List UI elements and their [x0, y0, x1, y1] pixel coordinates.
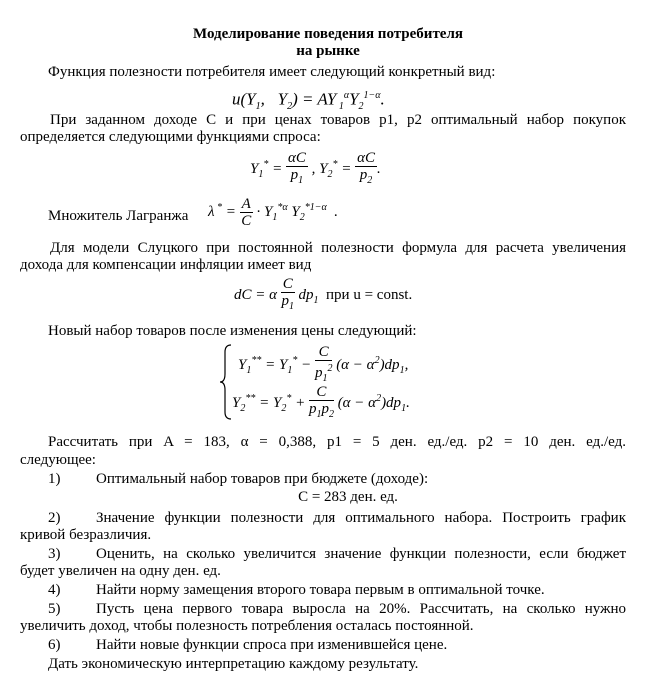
item-3-num: 3) — [48, 546, 61, 562]
item-6-num: 6) — [48, 637, 61, 653]
system-eq2: $Y_2^{**} = Y_2^*$ + $\frac{C}{p_1p_2}$ $(\alpha - \alpha^2)dp_1$. — [232, 384, 410, 420]
system-eq1: $Y_1^{**} = Y_1^*$ − $\frac{C}{p_1^2}$ $(\alpha - \alpha^2)dp_1$, — [238, 344, 409, 384]
item-2-num: 2) — [48, 510, 61, 526]
slutsky-formula: dC = α $\frac{C}{p_1}$ $dp_1$ при u = const. — [234, 276, 413, 312]
calc-tail: следующее: — [20, 452, 96, 468]
calc-params: Рассчитать при A = 183, α = 0,388, p1 = 5 ден. ед./ед. p2 = 10 ден. ед./ед. — [48, 434, 626, 450]
demand-formula: $Y_1^*$ = $\frac{\alpha C}{p_1}$ , $Y_2^*$ = $\frac{\alpha C}{p_2}$ . — [250, 150, 381, 186]
item-4-num: 4) — [48, 582, 61, 598]
lagrange-label: Множитель Лагранжа — [48, 208, 189, 224]
budget-value: C = 283 ден. ед. — [298, 489, 398, 505]
new-set-intro: Новый набор товаров после изменения цены следующий: — [48, 323, 417, 339]
slutsky-intro: Для модели Слуцкого при постоянной полезности формула для расчета увеличения дохода для компенсации инфляции имеет вид — [20, 240, 626, 273]
utility-formula: $u(Y_1$, $Y_2$) = AY $_1^\alpha Y_2^{1-\alpha}$. — [232, 89, 385, 113]
demand-intro: При заданном доходе C и при ценах товаров p1, p2 оптимальный набор покупок определяется следующими функциями спроса: — [20, 112, 626, 145]
utility-intro: Функция полезности потребителя имеет следующий конкретный вид: — [48, 64, 496, 80]
item-4-text: Найти норму замещения второго товара первым в оптимальной точке. — [96, 582, 545, 598]
page-title-line2: на рынке — [296, 43, 360, 59]
page-title-line1: Моделирование поведения потребителя — [192, 26, 463, 42]
item-2-text: Значение функции полезности для оптимального набора. Построить график кривой безразличия. — [20, 510, 626, 543]
item-3-text: Оценить, на сколько увеличится значение функции полезности, если бюджет будет увеличен на одну ден. ед. — [20, 546, 626, 579]
item-1-num: 1) — [48, 471, 61, 487]
item-5-num: 5) — [48, 601, 61, 617]
item-1-text: Оптимальный набор товаров при бюджете (доходе): — [96, 471, 429, 487]
system-brace — [219, 344, 233, 420]
item-6-text: Найти новые функции спроса при изменившейся цене. — [96, 637, 448, 653]
item-5-text: Пусть цена первого товара выросла на 20%. Рассчитать, на сколько нужно увеличить доход, чтобы полезность потребления осталась постоянной. — [20, 601, 626, 634]
final-instruction: Дать экономическую интерпретацию каждому результату. — [48, 656, 419, 672]
lagrange-formula: λ * = $\frac{A}{C}$ · $Y_1^{*\alpha}$ $Y_2^{*1-\alpha}$ . — [208, 196, 338, 229]
